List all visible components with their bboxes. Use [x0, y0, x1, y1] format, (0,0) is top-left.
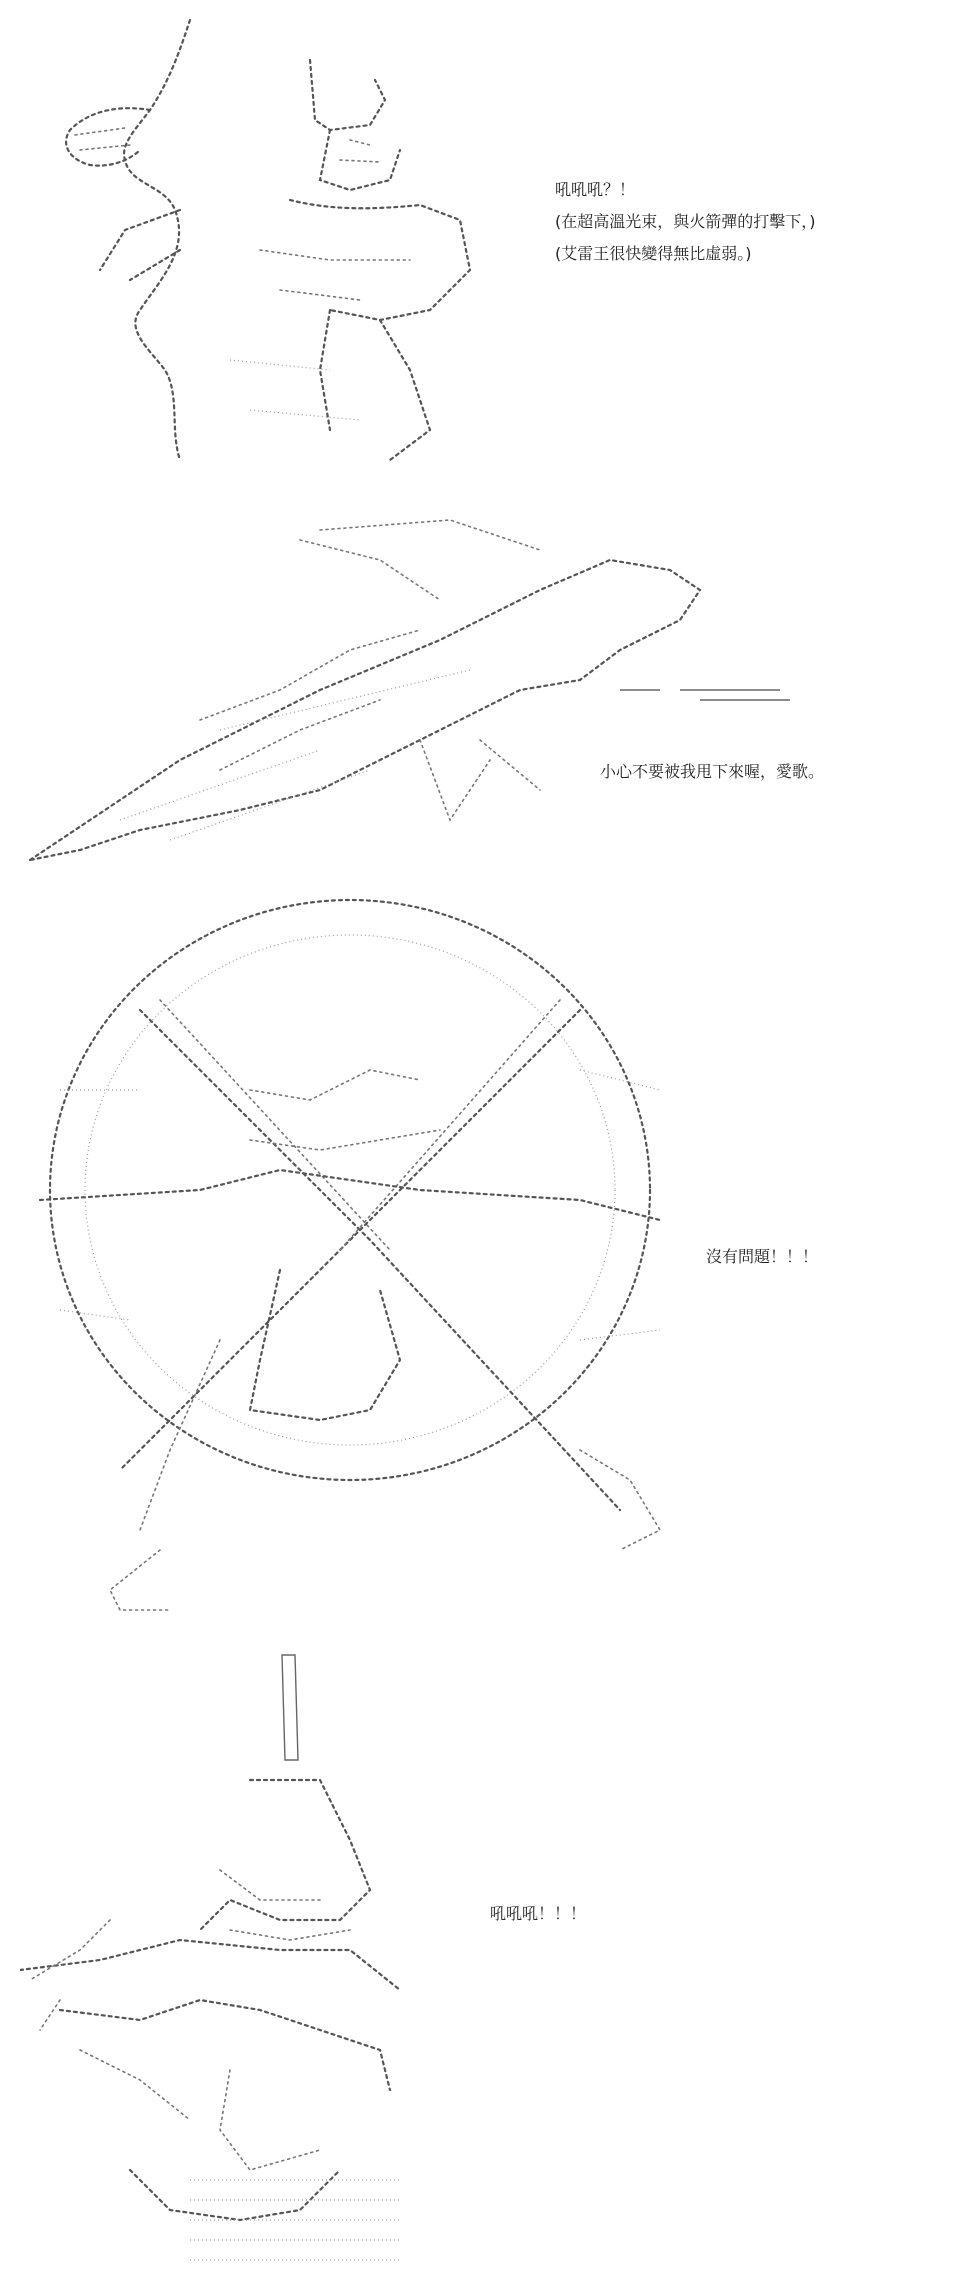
caption-line: 吼吼吼！！！	[490, 1904, 587, 1923]
ascii-art-dragon-rider	[20, 1650, 450, 2270]
caption-panel-2	[600, 760, 824, 792]
panel-3	[0, 890, 975, 1630]
ascii-art-dragon-and-robot	[30, 10, 500, 470]
caption-panel-3	[706, 1245, 818, 1277]
caption-line: (艾雷王很快變得無比虛弱。)	[555, 244, 752, 263]
caption-line: (在超高溫光束，與火箭彈的打擊下，)	[555, 212, 816, 231]
ascii-art-ring-battle	[20, 890, 700, 1630]
caption-line: 小心不要被我甩下來喔，愛歌。	[600, 762, 825, 781]
panel-4	[0, 1640, 975, 2280]
caption-panel-1	[555, 178, 816, 274]
panel-2	[0, 480, 975, 880]
panel-1	[0, 0, 975, 470]
caption-line: 吼吼吼？！	[555, 180, 636, 199]
ascii-art-jet-fighter	[20, 490, 820, 870]
caption-panel-4	[490, 1902, 586, 1934]
caption-line: 沒有問題！！！	[706, 1247, 819, 1266]
